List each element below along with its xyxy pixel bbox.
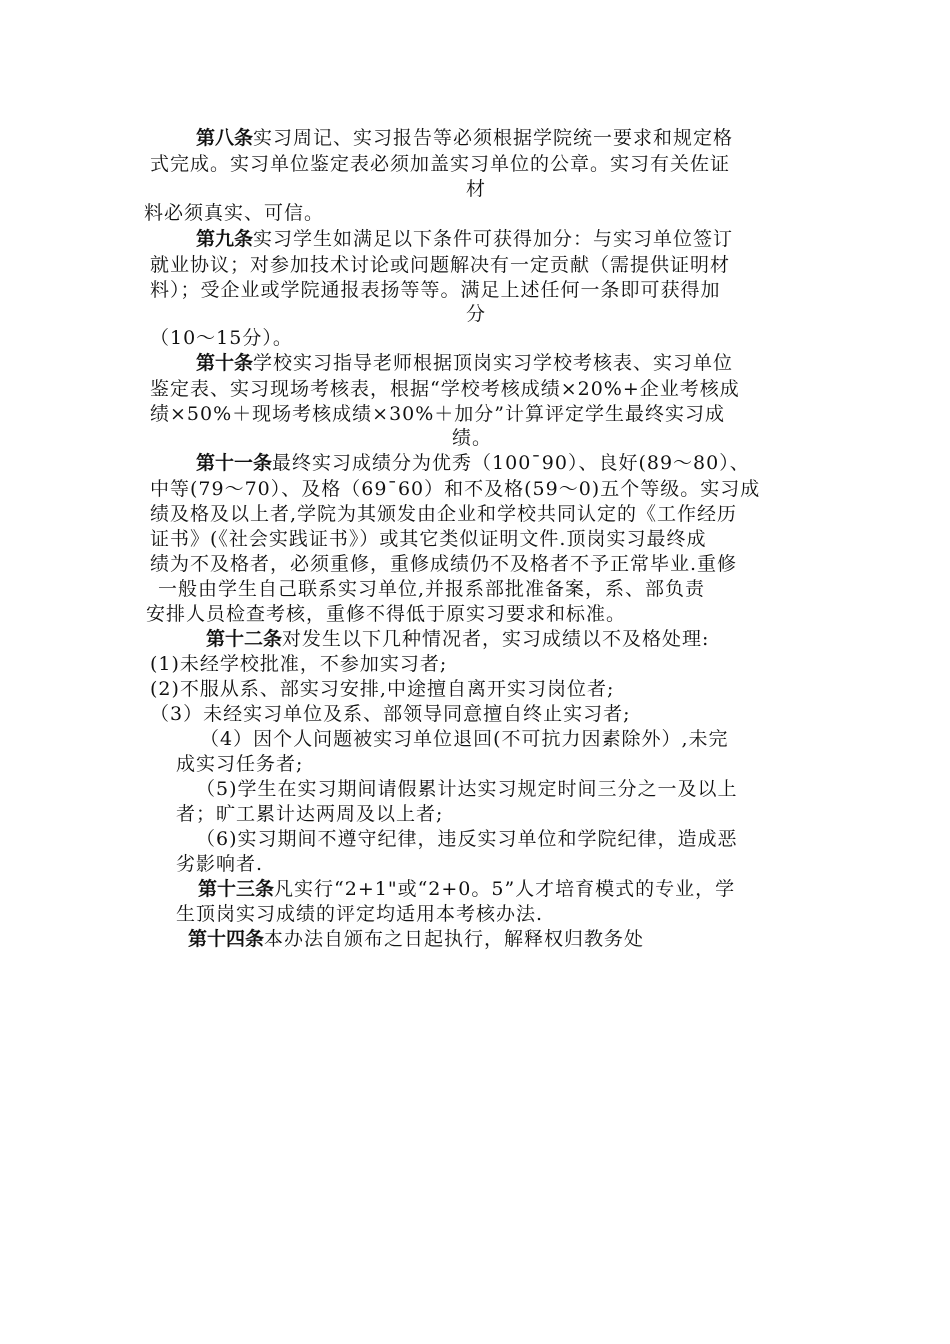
article-9-line-5: （10～15分）。 <box>150 327 293 349</box>
article-10-heading: 第十条 <box>196 352 254 374</box>
article-9-line-2: 就业协议；对参加技术讨论或问题解决有一定贡献（需提供证明材 <box>150 254 731 276</box>
article-12-line-5: （4）因个人问题被实习单位退回(不可抗力因素除外）,未完 <box>200 728 729 750</box>
article-11-line-3: 绩及格及以上者,学院为其颁发由企业和学校共同认定的《工作经历 <box>150 503 738 525</box>
article-10-line-4: 绩。 <box>452 427 493 449</box>
article-11-line-7: 安排人员检查考核，重修不得低于原实习要求和标准。 <box>146 603 627 625</box>
article-12-line-8: 者；旷工累计达两周及以上者; <box>176 803 444 825</box>
article-12-line-10: 劣影响者. <box>176 853 264 875</box>
article-12-line-9: （6)实习期间不遵守纪律，违反实习单位和学院纪律，造成恶 <box>196 828 738 850</box>
article-13-heading: 第十三条 <box>198 878 275 900</box>
article-9-line-4: 分 <box>466 303 487 325</box>
article-10-line-1: 第十条学校实习指导老师根据顶岗实习学校考核表、实习单位 <box>196 352 734 374</box>
article-12-line-2: (1)未经学校批准，不参加实习者; <box>150 653 448 675</box>
article-14-heading: 第十四条 <box>188 928 265 950</box>
article-9-heading: 第九条 <box>196 228 254 250</box>
article-12-line-3: (2)不服从系、部实习安排,中途擅自离开实习岗位者; <box>150 678 615 700</box>
article-11-heading: 第十一条 <box>196 452 273 474</box>
article-12-heading: 第十二条 <box>206 628 283 650</box>
article-8-line-4: 料必须真实、可信。 <box>144 202 325 224</box>
article-10-line-2: 鉴定表、实习现场考核表，根据“学校考核成绩×20%+企业考核成 <box>150 378 740 400</box>
article-8-line-1: 第八条实习周记、实习报告等必须根据学院统一要求和规定格 <box>196 127 734 149</box>
article-11-line-5: 绩为不及格者，必须重修，重修成绩仍不及格者不予正常毕业.重修 <box>150 553 738 575</box>
article-10-line-3: 绩×50%＋现场考核成绩×30%＋加分”计算评定学生最终实习成 <box>150 403 726 425</box>
article-11-line-6: 一般由学生自己联系实习单位,并报系部批准备案，系、部负责 <box>158 578 706 600</box>
article-11-line-4: 证书》(《社会实践证书》）或其它类似证明文件.顶岗实习最终成 <box>150 528 707 550</box>
article-12-line-1: 第十二条对发生以下几种情况者，实习成绩以不及格处理: <box>206 628 710 650</box>
article-13-line-1: 第十三条凡实行“2+1"或“2+0。5”人才培育模式的专业，学 <box>198 878 736 900</box>
article-12-line-7: （5)学生在实习期间请假累计达实习规定时间三分之一及以上 <box>196 778 738 800</box>
article-9-line-3: 料）；受企业或学院通报表扬等等。满足上述任何一条即可获得加 <box>150 279 721 301</box>
article-8-line-3: 材 <box>466 178 487 200</box>
article-14-line-1: 第十四条本办法自颁布之日起执行，解释权归教务处 <box>188 928 645 950</box>
article-9-line-1: 第九条实习学生如满足以下条件可获得加分：与实习单位签订 <box>196 228 734 250</box>
article-12-line-4: （3）未经实习单位及系、部领导同意擅自终止实习者; <box>150 703 631 725</box>
article-8-line-2: 式完成。实习单位鉴定表必须加盖实习单位的公章。实习有关佐证 <box>150 153 731 175</box>
article-12-line-6: 成实习任务者; <box>176 753 304 775</box>
article-11-line-1: 第十一条最终实习成绩分为优秀（100¯90）、良好(89～80）、 <box>196 452 750 474</box>
article-11-line-2: 中等(79～70）、及格（69¯60）和不及格(59～0)五个等级。实习成 <box>150 478 761 500</box>
article-13-line-2: 生顶岗实习成绩的评定均适用本考核办法. <box>176 903 544 925</box>
article-8-heading: 第八条 <box>196 127 254 149</box>
